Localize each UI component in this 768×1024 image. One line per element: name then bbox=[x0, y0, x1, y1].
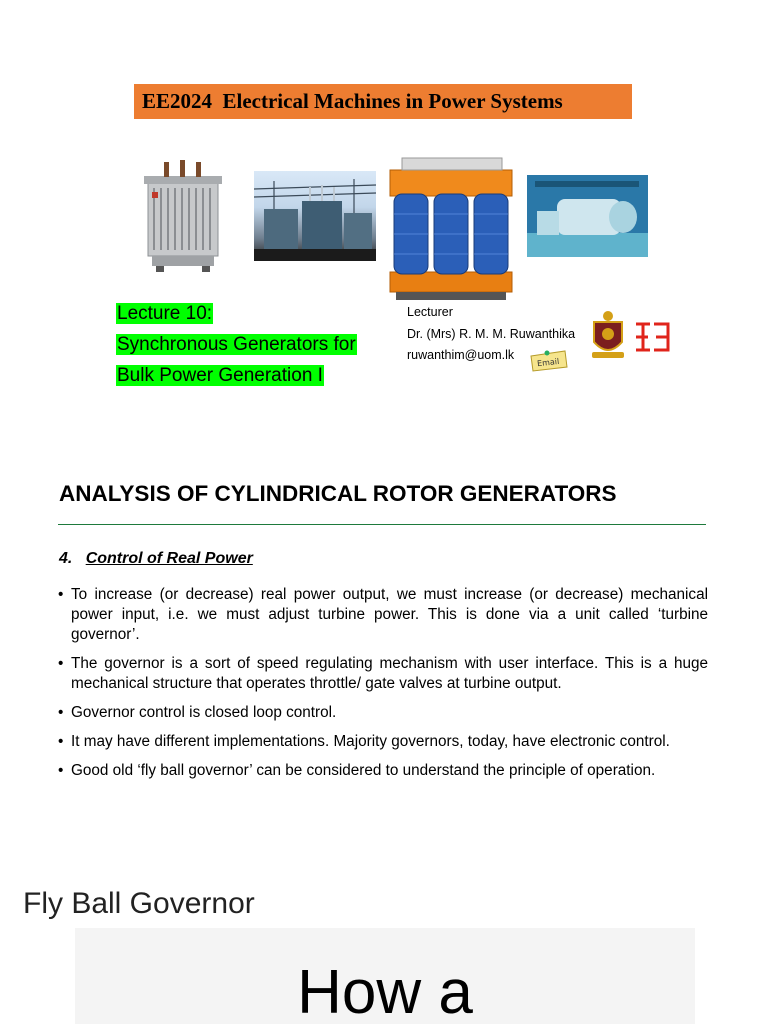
section-title: Control of Real Power bbox=[85, 550, 253, 567]
lecture-title-line1: Synchronous Generators for bbox=[117, 334, 356, 355]
bullet-list bbox=[58, 585, 708, 790]
email-icon bbox=[529, 350, 569, 372]
section-heading bbox=[59, 550, 253, 568]
lecturer-email[interactable]: ruwanthim@uom.lk bbox=[407, 348, 515, 362]
bullet-item: • Good old ‘fly ball governor’ can be considered to understand the principle of operation. bbox=[58, 761, 708, 781]
lecture-heading bbox=[116, 298, 397, 391]
generator-hall-photo bbox=[527, 175, 648, 257]
section-number: 4. bbox=[59, 550, 73, 567]
slide-title: Fly Ball Governor bbox=[23, 887, 255, 920]
department-logo-icon bbox=[632, 318, 672, 356]
slide-title: ANALYSIS OF CYLINDRICAL ROTOR GENERATORS bbox=[59, 481, 617, 506]
title-divider bbox=[58, 524, 706, 525]
email-icon-label: Email bbox=[536, 356, 560, 369]
course-title-banner: EE2024 Electrical Machines in Power Systems bbox=[134, 84, 632, 119]
lecturer-label: Lecturer bbox=[407, 305, 453, 319]
bullet-item: • Governor control is closed loop control. bbox=[58, 703, 708, 723]
lecturer-name: Dr. (Mrs) R. M. M. Ruwanthika bbox=[407, 326, 576, 341]
lecture-number: Lecture 10: bbox=[117, 303, 213, 324]
bullet-item: • The governor is a sort of speed regulating mechanism with user interface. This is a huge mechanical structure that operates throttle/ gate valves at turbine output. bbox=[58, 654, 708, 694]
bullet-item: • To increase (or decrease) real power output, we must increase (or decrease) mechanical power input, i.e. we must adjust turbine power. This is done via a unit called ‘turbine governor’. bbox=[58, 585, 708, 645]
video-caption: How a bbox=[297, 958, 473, 1024]
substation-transformer-photo bbox=[254, 171, 376, 261]
university-crest-icon bbox=[588, 308, 628, 362]
bullet-item: • It may have different implementations. Majority governors, today, have electronic control. bbox=[58, 732, 708, 752]
video-frame[interactable] bbox=[75, 928, 695, 1024]
transformer-core-photo bbox=[382, 154, 520, 302]
lecture-title-line2: Bulk Power Generation I bbox=[117, 365, 323, 386]
distribution-transformer-photo bbox=[134, 158, 228, 273]
